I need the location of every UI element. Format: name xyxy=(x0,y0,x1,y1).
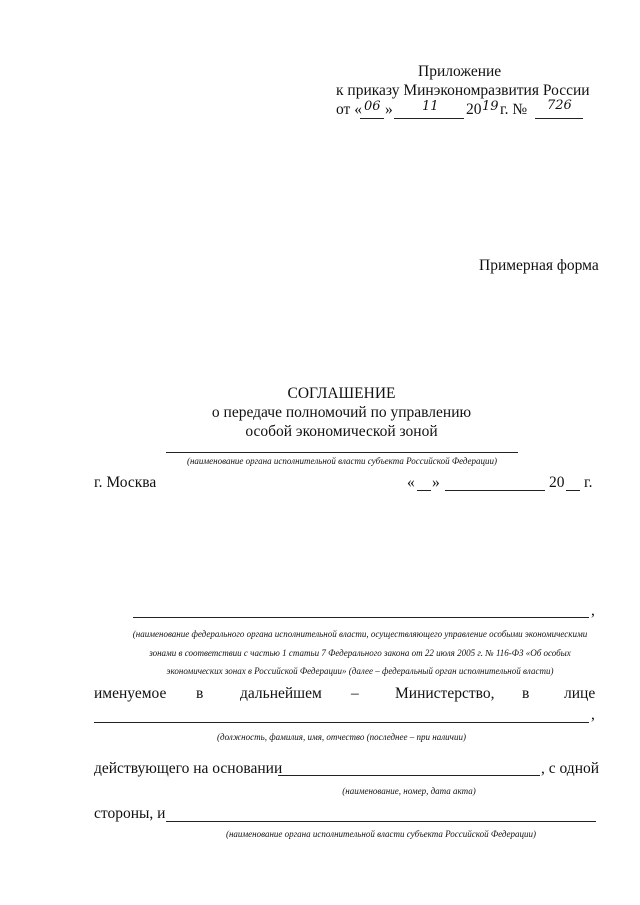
second-party-caption: (наименование органа исполнительной власти субъекта Российской Федерации) xyxy=(225,829,537,839)
person-field[interactable] xyxy=(94,722,589,723)
order-number-label: г. № xyxy=(500,101,528,118)
region-authority-caption: (наименование органа исполнительной власти субъекта Российской Федерации) xyxy=(186,456,498,466)
body-word-ministry: Министерство, xyxy=(395,685,495,702)
document-title: СОГЛАШЕНИЕ xyxy=(287,385,396,402)
number-underline xyxy=(535,118,583,119)
body-word-in: в xyxy=(196,685,204,702)
month-underline xyxy=(394,118,464,119)
date-year-field[interactable] xyxy=(566,490,580,491)
body-word-person: лице xyxy=(564,685,596,702)
body-word-in-2: в xyxy=(522,685,530,702)
appendix-label: Приложение xyxy=(418,63,502,80)
acting-basis-label: действующего на основании xyxy=(94,760,283,777)
act-field[interactable] xyxy=(278,775,540,776)
federal-caption-1: (наименование федерального органа исполнительной власти, осуществляющего управление особыми экономическими xyxy=(132,629,588,639)
document-subtitle-1: о передаче полномочий по управлению xyxy=(211,404,472,421)
order-year-prefix: 20 xyxy=(466,101,482,118)
body-word-dash: – xyxy=(351,685,359,702)
one-side-label: , с одной xyxy=(541,760,600,777)
date-month-field[interactable] xyxy=(445,490,545,491)
body-word-hereinafter: дальнейшем xyxy=(240,685,322,702)
date-year-label: г. xyxy=(584,474,593,491)
parties-label: стороны, и xyxy=(94,805,166,822)
order-from-label: от « xyxy=(336,101,362,118)
order-month: 11 xyxy=(422,99,439,114)
region-authority-field[interactable] xyxy=(166,452,518,453)
day-underline xyxy=(360,118,384,119)
order-day: 06 xyxy=(364,99,381,114)
order-reference: к приказу Минэкономразвития России xyxy=(336,82,590,99)
person-caption: (должность, фамилия, имя, отчество (последнее – при наличии) xyxy=(217,732,466,742)
person-comma: , xyxy=(591,706,595,723)
date-day-field[interactable] xyxy=(417,490,431,491)
order-number: 726 xyxy=(547,98,572,113)
date-close-quote: » xyxy=(432,474,440,491)
federal-authority-comma: , xyxy=(591,602,595,619)
order-year-suffix: 19 xyxy=(482,99,499,114)
form-label: Примерная форма xyxy=(479,257,599,274)
city-label: г. Москва xyxy=(94,474,157,491)
order-close-quote: » xyxy=(385,101,393,118)
date-open-quote: « xyxy=(407,474,415,491)
federal-authority-field[interactable] xyxy=(133,617,589,618)
federal-caption-3: экономических зонах в Российской Федерации» (далее – федеральный орган исполнительной власти) xyxy=(166,666,554,676)
federal-caption-2: зонами в соответствии с частью 1 статьи 7 Федерального закона от 22 июля 2005 г. № 116-ФЗ «Об особых xyxy=(149,648,571,658)
date-year-prefix: 20 xyxy=(549,474,565,491)
act-caption: (наименование, номер, дата акта) xyxy=(342,786,476,796)
second-party-field[interactable] xyxy=(166,821,596,822)
document-subtitle-2: особой экономической зоной xyxy=(245,423,438,440)
body-word-named: именуемое xyxy=(94,685,167,702)
